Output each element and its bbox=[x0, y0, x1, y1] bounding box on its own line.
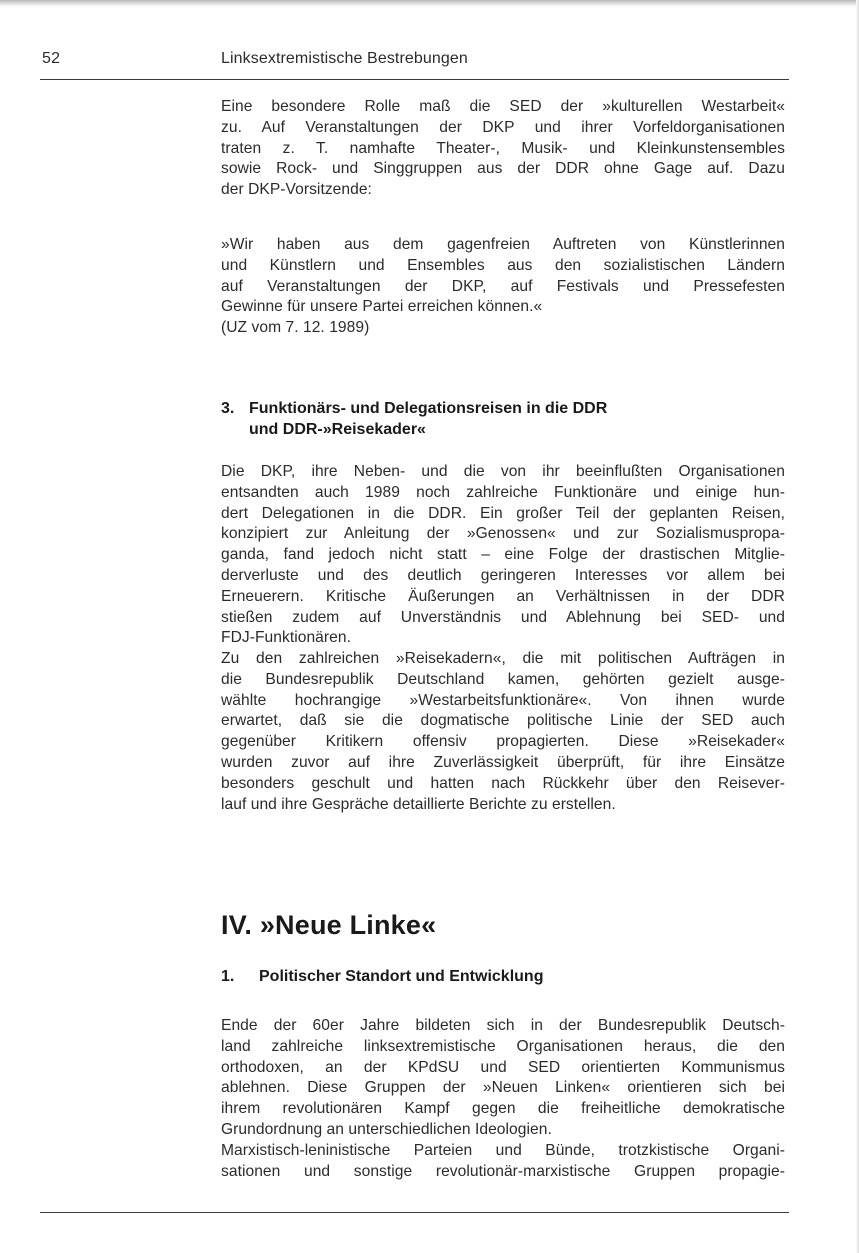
text-line: entsandten auch 1989 noch zahlreiche Funktionäre und einige hun- bbox=[221, 483, 785, 501]
text-line: Die DKP, ihre Neben- und die von ihr beeinflußten Organisationen bbox=[221, 463, 785, 480]
text-line: Erneuerern. Kritische Äußerungen an Verhältnissen in der DDR bbox=[221, 587, 785, 605]
section-title: Politischer Standort und Entwicklung bbox=[259, 968, 544, 985]
paragraph-kulturelle-westarbeit bbox=[221, 97, 785, 201]
text-line: wählte hochrangige »Westarbeitsfunktionäre«. Von ihnen wurde bbox=[221, 691, 785, 709]
quote-line: auf Veranstaltungen der DKP, auf Festivals und Pressefesten bbox=[221, 277, 785, 295]
text-line: der DKP-Vorsitzende: bbox=[221, 181, 372, 199]
text-line: ablehnen. Diese Gruppen der »Neuen Linken« orientieren sich bei bbox=[221, 1079, 785, 1097]
text-line: Marxistisch-leninistische Parteien und Bünde, trotzkistische Organi- bbox=[221, 1142, 785, 1159]
text-line: gegenüber Kritikern offensiv propagierten. Diese »Reisekader« bbox=[221, 733, 785, 751]
section-number: 1. bbox=[221, 968, 235, 985]
text-line: lauf und ihre Gespräche detaillierte Berichte zu erstellen. bbox=[221, 795, 616, 813]
paragraph-reisekader bbox=[221, 649, 785, 815]
text-line: zu. Auf Veranstaltungen der DKP und ihrer Vorfeldorganisationen bbox=[221, 118, 785, 136]
text-line: stießen zudem auf Unverständnis und Ablehnung bei SED- und bbox=[221, 608, 785, 626]
text-line: derverluste und des deutlich geringeren Interesses vor allem bei bbox=[221, 566, 785, 584]
running-head: Linksextremistische Bestrebungen bbox=[221, 50, 468, 67]
text-line: Grundordnung an unterschiedlichen Ideologien. bbox=[221, 1120, 552, 1138]
text-line: die Bundesrepublik Deutschland kamen, gehörten gezielt ausge- bbox=[221, 670, 785, 688]
paragraph-delegationsreisen bbox=[221, 462, 785, 649]
section-title-line-1: Funktionärs- und Delegationsreisen in die DDR bbox=[249, 400, 608, 417]
footer-rule bbox=[40, 1212, 789, 1213]
quote-line: Gewinne für unsere Partei erreichen können.« bbox=[221, 298, 543, 316]
text-line: dert Delegationen in die DDR. Ein großer Teil der geplanten Reisen, bbox=[221, 504, 785, 522]
section-number: 3. bbox=[221, 400, 235, 417]
text-line: Ende der 60er Jahre bildeten sich in der Bundesrepublik Deutsch- bbox=[221, 1017, 785, 1034]
page-number: 52 bbox=[42, 50, 61, 67]
text-line: sationen und sonstige revolutionär-marxistische Gruppen propagie- bbox=[221, 1162, 785, 1180]
text-line: Eine besondere Rolle maß die SED der »kulturellen Westarbeit« bbox=[221, 98, 785, 115]
text-line: orthodoxen, an der KPdSU und SED orientierten Kommunismus bbox=[221, 1058, 785, 1076]
paragraph-marxistisch-leninistisch bbox=[221, 1141, 785, 1183]
text-line: Zu den zahlreichen »Reisekadern«, die mit politischen Aufträgen in bbox=[221, 650, 785, 667]
text-line: land zahlreiche linksextremistische Organisationen heraus, die den bbox=[221, 1037, 785, 1055]
section-heading-3 bbox=[221, 398, 607, 440]
text-line: traten z. T. namhafte Theater-, Musik- und Kleinkunstensembles bbox=[221, 139, 785, 157]
quote-source: (UZ vom 7. 12. 1989) bbox=[221, 319, 370, 337]
text-line: ganda, fand jedoch nicht statt – eine Folge der drastischen Mitglie- bbox=[221, 546, 785, 564]
text-line: konzipiert zur Anleitung der »Genossen« und zur Sozialismuspropa- bbox=[221, 525, 785, 543]
quote-line: und Künstlern und Ensembles aus den sozialistischen Ländern bbox=[221, 256, 785, 274]
section-heading-1 bbox=[221, 968, 543, 986]
paragraph-neue-linke bbox=[221, 1016, 785, 1141]
section-title-line-2: und DDR-»Reisekader« bbox=[249, 421, 426, 438]
chapter-heading: IV. »Neue Linke« bbox=[221, 910, 437, 940]
text-line: sowie Rock- und Singgruppen aus der DDR ohne Gage auf. Dazu bbox=[221, 160, 785, 178]
text-line: besonders geschult und hatten nach Rückkehr über den Reisever- bbox=[221, 774, 785, 792]
text-line: FDJ-Funktionären. bbox=[221, 629, 351, 647]
text-line: ihrem revolutionären Kampf gegen die freiheitliche demokratische bbox=[221, 1100, 785, 1118]
text-line: wurden zuvor auf ihre Zuverlässigkeit überprüft, für ihre Einsätze bbox=[221, 753, 785, 771]
scan-edge bbox=[0, 0, 859, 7]
quote-block bbox=[221, 235, 785, 339]
header-rule bbox=[40, 79, 789, 80]
quote-line: »Wir haben aus dem gagenfreien Auftreten von Künstlerinnen bbox=[221, 236, 785, 253]
text-line: erwartet, daß sie die dogmatische politische Linie der SED auch bbox=[221, 712, 785, 730]
